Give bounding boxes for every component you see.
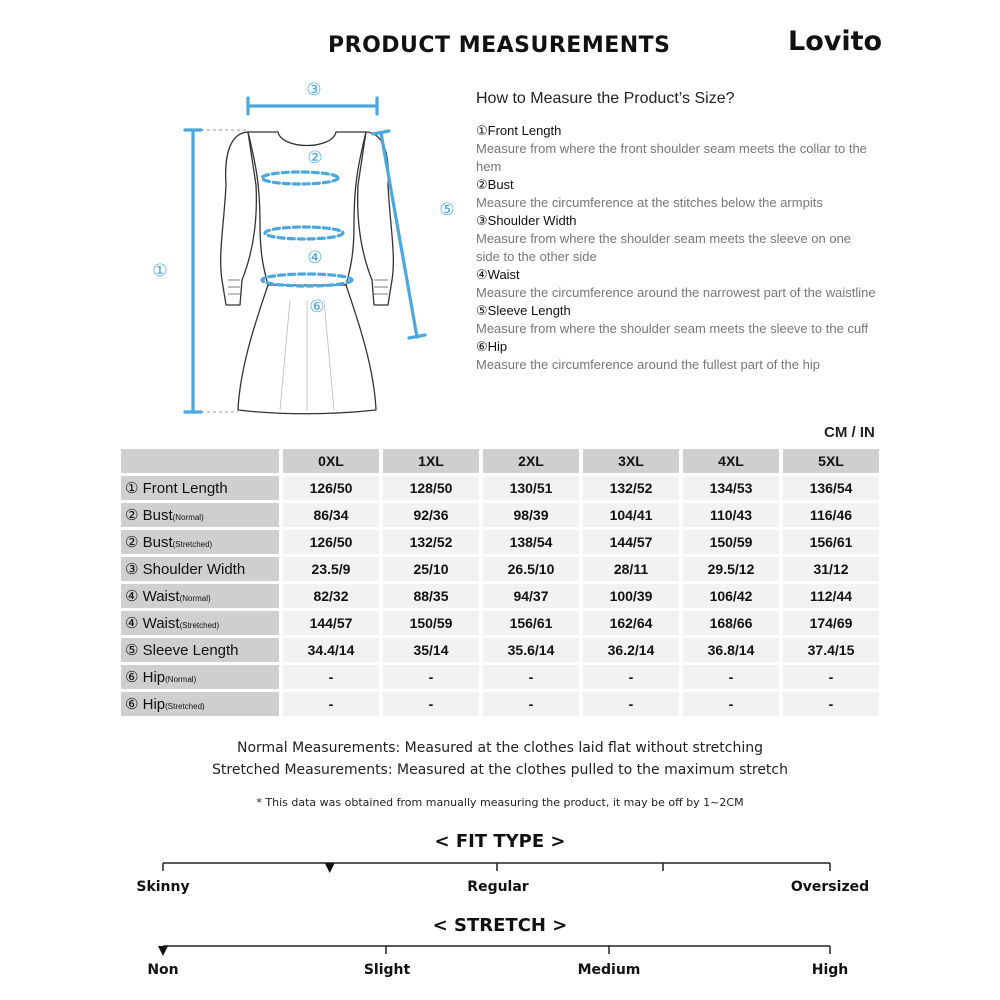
table-cell: 92/36 xyxy=(383,503,479,527)
row-label xyxy=(121,530,279,554)
measure-name: ⑥Hip xyxy=(476,339,508,354)
table-cell: 126/50 xyxy=(283,530,379,554)
measure-name: ④Waist xyxy=(476,267,520,282)
size-header: 2XL xyxy=(483,449,579,473)
table-cell: 132/52 xyxy=(383,530,479,554)
row-label-qualifier: (Normal) xyxy=(165,675,197,684)
table-row xyxy=(121,692,879,716)
table-cell: 23.5/9 xyxy=(283,557,379,581)
stretch-pointer xyxy=(158,946,168,956)
stretch-label-high: High xyxy=(811,962,849,978)
table-cell: 31/12 xyxy=(783,557,879,581)
table-cell: 144/57 xyxy=(583,530,679,554)
table-cell: 35/14 xyxy=(383,638,479,662)
how-to-title: How to Measure the Product’s Size? xyxy=(476,90,735,107)
table-cell: 26.5/10 xyxy=(483,557,579,581)
row-label xyxy=(121,665,279,689)
row-label-text: ⑤ Sleeve Length xyxy=(125,642,239,659)
row-label xyxy=(121,503,279,527)
table-cell: 132/52 xyxy=(583,476,679,500)
table-cell: - xyxy=(583,692,679,716)
row-label xyxy=(121,638,279,662)
row-label xyxy=(121,557,279,581)
row-label xyxy=(121,611,279,635)
table-cell: - xyxy=(283,692,379,716)
row-label xyxy=(121,476,279,500)
table-cell: 150/59 xyxy=(383,611,479,635)
disclaimer-note: * This data was obtained from manually measuring the product, it may be off by 1~2CM xyxy=(256,796,744,809)
marker-bust: ② xyxy=(307,148,323,168)
table-row xyxy=(121,557,879,581)
table-cell: 130/51 xyxy=(483,476,579,500)
fit-label-oversized: Oversized xyxy=(790,879,870,895)
table-cell: 136/54 xyxy=(783,476,879,500)
marker-shoulder-width: ③ xyxy=(306,80,322,100)
table-row xyxy=(121,584,879,608)
measure-sleeve-length xyxy=(476,302,876,338)
table-cell: 88/35 xyxy=(383,584,479,608)
stretch-label-slight: Slight xyxy=(363,962,411,978)
fit-type-title: < FIT TYPE > xyxy=(434,831,566,852)
marker-sleeve-length: ⑤ xyxy=(439,200,455,220)
table-cell: 156/61 xyxy=(483,611,579,635)
table-row xyxy=(121,503,879,527)
row-label xyxy=(121,692,279,716)
table-cell: 126/50 xyxy=(283,476,379,500)
dress-measurement-diagram xyxy=(140,75,460,420)
table-cell: 28/11 xyxy=(583,557,679,581)
table-cell: 36.2/14 xyxy=(583,638,679,662)
measure-desc: Measure the circumference at the stitches below the armpits xyxy=(476,195,823,210)
table-cell: - xyxy=(783,665,879,689)
size-header: 1XL xyxy=(383,449,479,473)
table-cell: 150/59 xyxy=(683,530,779,554)
page-title: PRODUCT MEASUREMENTS xyxy=(328,33,671,58)
table-cell: 34.4/14 xyxy=(283,638,379,662)
table-row xyxy=(121,476,879,500)
table-cell: 35.6/14 xyxy=(483,638,579,662)
table-cell: 156/61 xyxy=(783,530,879,554)
table-cell: 116/46 xyxy=(783,503,879,527)
table-cell: 128/50 xyxy=(383,476,479,500)
table-cell: 86/34 xyxy=(283,503,379,527)
table-cell: - xyxy=(783,692,879,716)
table-cell: 36.8/14 xyxy=(683,638,779,662)
stretch-title: < STRETCH > xyxy=(432,915,568,936)
row-label-qualifier: (Stretched) xyxy=(179,621,220,630)
table-cell: - xyxy=(683,692,779,716)
row-label xyxy=(121,584,279,608)
fit-label-regular: Regular xyxy=(467,879,529,895)
row-label-text: ② Bust xyxy=(125,534,173,551)
table-cell: - xyxy=(483,665,579,689)
stretch-label-medium: Medium xyxy=(577,962,641,978)
table-cell: 100/39 xyxy=(583,584,679,608)
fit-label-skinny: Skinny xyxy=(136,879,190,895)
table-header-row xyxy=(121,449,879,473)
table-row xyxy=(121,638,879,662)
table-cell: 162/64 xyxy=(583,611,679,635)
table-cell: 104/41 xyxy=(583,503,679,527)
fit-type-pointer xyxy=(325,863,335,873)
table-row xyxy=(121,530,879,554)
table-cell: 106/42 xyxy=(683,584,779,608)
table-cell: 94/37 xyxy=(483,584,579,608)
table-cell: 110/43 xyxy=(683,503,779,527)
marker-waist: ④ xyxy=(307,248,323,268)
normal-measurement-note: Normal Measurements: Measured at the clothes laid flat without stretching xyxy=(237,740,763,756)
table-cell: - xyxy=(383,665,479,689)
measure-name: ②Bust xyxy=(476,177,514,192)
stretch-label-non: Non xyxy=(147,962,179,978)
row-label-text: ⑥ Hip xyxy=(125,669,166,686)
measure-name: ⑤Sleeve Length xyxy=(476,303,571,318)
row-label-text: ④ Waist xyxy=(125,588,180,605)
table-row xyxy=(121,665,879,689)
right-sleeve xyxy=(358,132,394,305)
table-cell: 25/10 xyxy=(383,557,479,581)
row-label-text: ① Front Length xyxy=(125,480,228,497)
measure-waist xyxy=(476,266,876,302)
size-header: 0XL xyxy=(283,449,379,473)
measure-desc: Measure from where the shoulder seam meets the sleeve on one side to the other side xyxy=(476,231,852,264)
table-cell: 168/66 xyxy=(683,611,779,635)
table-cell: 138/54 xyxy=(483,530,579,554)
how-to-measure xyxy=(476,88,876,374)
row-label-text: ④ Waist xyxy=(125,615,180,632)
table-cell: 112/44 xyxy=(783,584,879,608)
measure-name: ①Front Length xyxy=(476,123,562,138)
table-cell: 134/53 xyxy=(683,476,779,500)
row-label-qualifier: (Stretched) xyxy=(165,702,205,711)
size-header: 4XL xyxy=(683,449,779,473)
table-corner xyxy=(121,449,279,473)
measure-bust xyxy=(476,176,876,212)
table-cell: 144/57 xyxy=(283,611,379,635)
left-sleeve xyxy=(221,132,257,305)
table-cell: - xyxy=(583,665,679,689)
measure-hip xyxy=(476,338,876,374)
stretch-scale xyxy=(0,938,1000,963)
marker-hip: ⑥ xyxy=(309,297,325,317)
row-label-qualifier: (Normal) xyxy=(179,594,211,603)
size-table xyxy=(117,446,883,719)
row-label-text: ② Bust xyxy=(125,507,173,524)
table-cell: - xyxy=(283,665,379,689)
row-label-qualifier: (Stretched) xyxy=(172,540,213,549)
measure-desc: Measure from where the shoulder seam meets the sleeve to the cuff xyxy=(476,321,869,336)
table-cell: - xyxy=(683,665,779,689)
row-label-text: ③ Shoulder Width xyxy=(125,561,246,578)
table-cell: 29.5/12 xyxy=(683,557,779,581)
row-label-text: ⑥ Hip xyxy=(125,696,166,713)
size-header: 3XL xyxy=(583,449,679,473)
table-cell: 174/69 xyxy=(783,611,879,635)
measure-name: ③Shoulder Width xyxy=(476,213,577,228)
brand-logo: Lovito xyxy=(788,26,883,57)
units-label: CM / IN xyxy=(824,424,875,441)
table-cell: 98/39 xyxy=(483,503,579,527)
measure-desc: Measure the circumference around the narrowest part of the waistline xyxy=(476,285,876,300)
marker-front-length: ① xyxy=(152,261,168,281)
table-cell: 82/32 xyxy=(283,584,379,608)
measure-shoulder-width xyxy=(476,212,876,266)
table-cell: - xyxy=(483,692,579,716)
fit-type-scale xyxy=(0,855,1000,880)
table-cell: - xyxy=(383,692,479,716)
measure-desc: Measure from where the front shoulder seam meets the collar to the hem xyxy=(476,141,867,174)
row-label-qualifier: (Normal) xyxy=(172,513,204,522)
stretched-measurement-note: Stretched Measurements: Measured at the clothes pulled to the maximum stretch xyxy=(212,762,788,778)
size-header: 5XL xyxy=(783,449,879,473)
measure-desc: Measure the circumference around the fullest part of the hip xyxy=(476,357,820,372)
table-cell: 37.4/15 xyxy=(783,638,879,662)
table-row xyxy=(121,611,879,635)
measure-front-length xyxy=(476,122,876,176)
